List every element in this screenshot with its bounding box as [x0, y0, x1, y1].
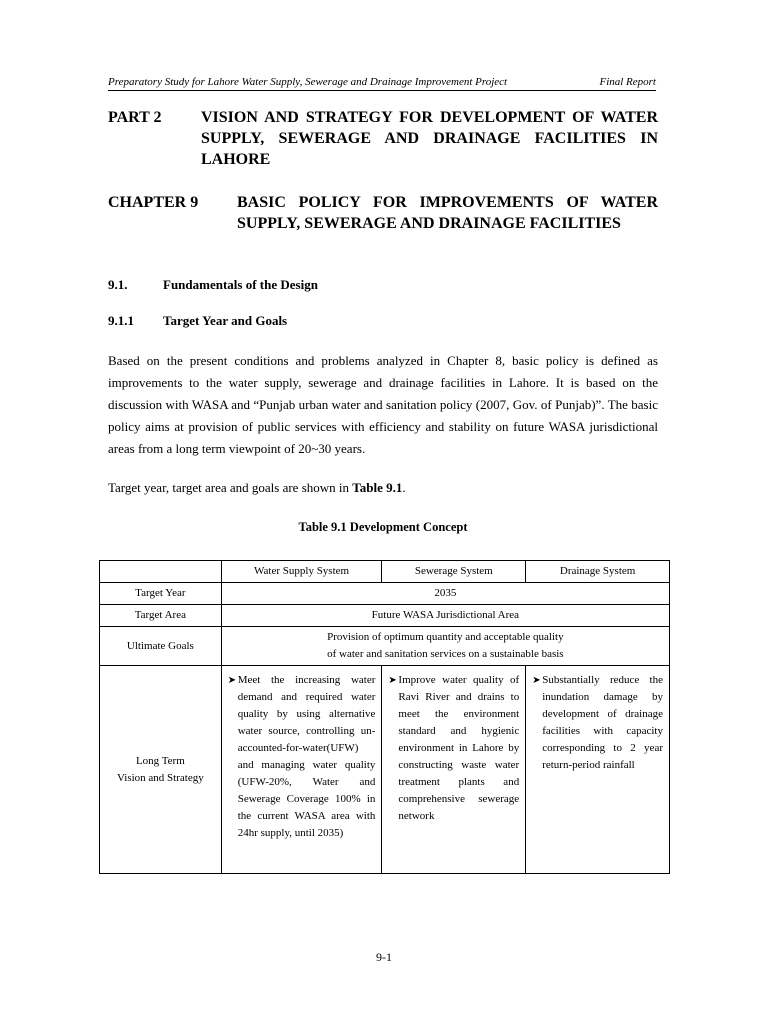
long-term-label-line-2: Vision and Strategy — [117, 771, 204, 784]
row-label-target-year: Target Year — [100, 583, 222, 605]
table-row-target-area — [100, 605, 670, 627]
ultimate-goals-line-1: Provision of optimum quantity and acceptable quality — [327, 631, 564, 643]
long-term-drainage — [526, 666, 670, 874]
table-caption: Table 9.1 Development Concept — [298, 520, 468, 534]
part-label: PART 2 — [108, 109, 162, 126]
running-header — [108, 76, 656, 91]
arrowhead-bullet-icon: ➤ — [227, 675, 237, 686]
header-project-title: Preparatory Study for Lahore Water Supply, Sewerage and Drainage Improvement Project — [108, 76, 508, 88]
ultimate-goals-value — [221, 627, 669, 666]
table-header-row — [100, 561, 670, 583]
row-label-ultimate-goals: Ultimate Goals — [100, 627, 222, 666]
development-concept-table — [99, 560, 670, 874]
target-area-value: Future WASA Jurisdictional Area — [221, 605, 669, 627]
row-label-target-area: Target Area — [100, 605, 222, 627]
body-paragraph-target — [108, 477, 658, 499]
column-header-water-supply: Water Supply System — [221, 561, 382, 583]
goal-text-drainage: Substantially reduce the inundation damage by development of drainage facilities with capacity corresponding to 2 year return-period rainfall — [542, 674, 663, 771]
table-row-long-term — [100, 666, 670, 874]
goal-item — [532, 672, 663, 774]
arrowhead-bullet-icon: ➤ — [532, 675, 541, 686]
table-row-target-year — [100, 583, 670, 605]
long-term-label-line-1: Long Term — [135, 754, 185, 767]
row-label-long-term — [100, 666, 222, 874]
goal-text-sewerage: Improve water quality of Ravi River and drains to meet the environment standard and hygienic environment in Lahore by constructing waste water treatment plants and comprehensive sewerage network — [398, 674, 520, 822]
chapter-title: BASIC POLICY FOR IMPROVEMENTS OF WATER SUPPLY, SEWERAGE AND DRAINAGE FACILITIES — [237, 194, 658, 232]
arrowhead-bullet-icon: ➤ — [388, 675, 397, 686]
long-term-sewerage — [382, 666, 526, 874]
ultimate-goals-line-2: of water and sanitation services on a sustainable basis — [327, 648, 564, 660]
table-row-ultimate-goals — [100, 627, 670, 666]
section-title: Target Year and Goals — [163, 313, 288, 328]
body-paragraph-policy: Based on the present conditions and problems analyzed in Chapter 8, basic policy is defined as improvements to the water supply, sewerage and drainage facilities in Lahore. It is based on the discussion with WASA and “Punjab urban water and sanitation policy (2007, Gov. of Punjab)”. The basic policy aims at provision of public services with efficiency and stability on future WASA jurisdictional areas from a long term viewpoint of 20~30 years. — [108, 353, 658, 456]
goal-item — [388, 672, 519, 825]
page-number: 9-1 — [376, 950, 392, 964]
section-title: Fundamentals of the Design — [163, 277, 318, 292]
target-year-value: 2035 — [221, 583, 669, 605]
goal-text-water: Meet the increasing water demand and required water quality by using alternative water source, controlling un-accounted-for-water(UFW) and managing water quality (UFW-20%, Water and Sewerage Coverage 100% in the current WASA area with 24hr supply, until 2035) — [237, 674, 376, 839]
paragraph-text: Target year, target area and goals are shown in — [108, 480, 353, 495]
section-number: 9.1.1 — [108, 313, 134, 328]
section-number: 9.1. — [108, 277, 128, 292]
table-reference: Table 9.1 — [352, 480, 403, 495]
table-corner-cell — [100, 561, 222, 583]
long-term-water-supply — [221, 666, 382, 874]
column-header-drainage: Drainage System — [526, 561, 670, 583]
chapter-label: CHAPTER 9 — [108, 194, 199, 211]
part-title: VISION AND STRATEGY FOR DEVELOPMENT OF WATER SUPPLY, SEWERAGE AND DRAINAGE FACILITIES IN LAHORE — [201, 109, 658, 168]
column-header-sewerage: Sewerage System — [382, 561, 526, 583]
header-report-type: Final Report — [599, 76, 656, 88]
paragraph-text-end: . — [402, 480, 406, 495]
goal-item — [228, 672, 376, 842]
